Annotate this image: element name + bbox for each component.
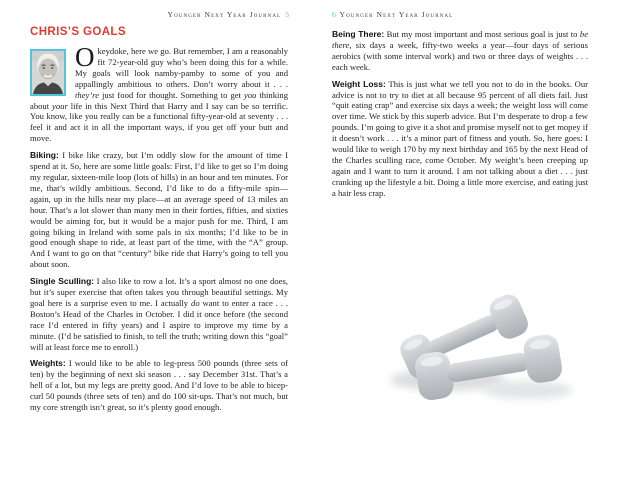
right-column [332,29,588,205]
paragraph-lead: Being There: [332,29,385,39]
running-head-left [167,10,290,19]
paragraph-lead: Biking: [30,150,59,161]
intro-text: keydoke, here we go. But remember, I am a reasonably fit 72-year-old guy who’s been doing this for a while. My goals will look namby-pamby to some of you and appallingly ambitious to others. Don’t worry about it . . . they’re just food for thought. Something to get you thinking about your life in this Next Third that Harry and I say can be so terrific. You know, like you really can be a functional fifty-year-old at seventy . . . feel it and act it in all the important ways, if you get off your butt and move. [30,46,288,144]
paragraph-text: But my most important and most serious goal is just to be there, six days a week, fifty-two weeks a year—four days of serious aerobics (with some interval work) and two or three days of weights . . . each week. [332,29,589,72]
drop-cap: O [75,42,95,72]
left-column [30,26,288,419]
dumbbells-illustration [378,264,592,418]
paragraph-lead: Weights: [30,358,66,369]
paragraph-lead: Single Sculling: [30,276,95,287]
paragraph-text: This is just what we tell you not to do in the books. Our advice is not to try to diet at all because 95 percent of all diets fail. Just “quit eating crap” and exercise six days a week; the weight loss will come over time. We stick by this superb advice. But I’m desperate to drop a few pounds. I’m going to give it a shot and promise myself not to get mopey if it doesn’t work . . . it’s a minor part of fitness and youth. So, here goes: I would like to weigh 170 by my next birthday and 165 by the next Head of the Charles sculling race, come October. My weight’s been creeping up again and I want to turn it around. I am not talking about a diet . . . just cranking up the lifestyle a bit. Doing a little more exercise, and eating just a hair less crap. [332,78,588,198]
paragraph-being-there [332,29,588,73]
intro-paragraph [30,42,288,144]
paragraph-weights [30,358,288,413]
paragraph-lead: Weight Loss: [332,78,386,89]
page-number: 5 [285,10,289,19]
paragraph-biking [30,150,288,270]
chris-portrait-photo [30,49,66,96]
paragraph-text: I bike like crazy, but I’m oddly slow for the amount of time I spend at it. So, here are some little goals: First, I’d like to get so I’m doing my regular, sixteen-mile loop (lots of hills) in an hour and ten minutes. For me, that’s wildly ambitious. Second, I’d like to do a fifty-mile spin—again, up in the hills near my place—at an average speed of 13 miles an hour. That’s a lot slower than many men in their forties, fifties, and sixties would be aiming for, but it would be a major push for me. Third, I am going biking in Ireland with some pals in six months; I’d like to be in good enough shape to ride, at least part of the time, with the “A” group. And I want to go on that “century” bike ride that Harry’s going to tell you about soon. [30,150,288,270]
page-title: CHRIS’S GOALS [30,26,126,38]
paragraph-single-sculling [30,276,288,352]
paragraph-weight-loss [332,79,588,199]
right-page [320,0,640,480]
running-head-title: Younger Next Year Journal [339,10,454,19]
paragraph-text: I also like to row a lot. It’s a sport almost no one does, but it’s super exercise that often takes you through beautiful settings. My goal here is a surprise even to me. I actually do want to enter a race . . . Boston’s Head of the Charles in October. I did it once before (the second race I’d entered in fifty years) and I aspire to improve my time by a minute. (I’d be satisfied to finish, to tell the truth; writing down this “goal” will at least force me to enroll.) [30,276,288,352]
dumbbells-icon [378,264,592,418]
running-head-title: Younger Next Year Journal [167,10,282,19]
paragraph-text: I would like to be able to leg-press 500 pounds (three sets of ten) by the beginning of next ski season . . . say December 31st. That’s a hell of a lot, but my legs are pretty good. And I’d love to be able to bicep-curl 50 pounds (three sets of ten) and do 100 sit-ups. That’s not much, but my core strength isn’t great, so it’s plenty good enough. [30,358,288,413]
running-head-right [331,10,453,19]
page-number: 6 [332,10,336,19]
portrait-illustration [32,51,64,94]
